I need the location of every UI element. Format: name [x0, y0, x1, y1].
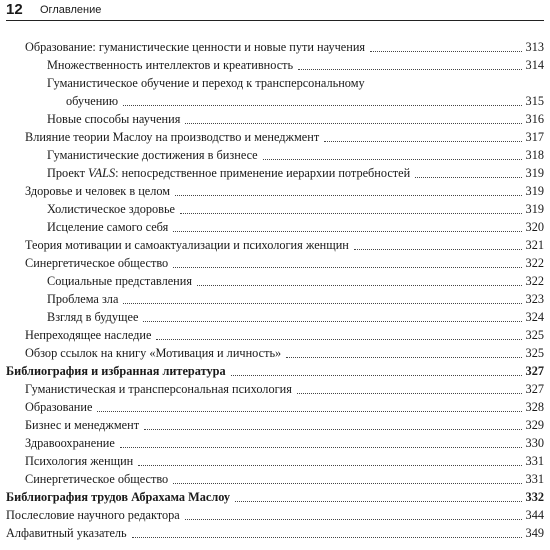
- toc-entry-page: 319: [525, 184, 544, 198]
- toc-entry-title: Образование: [25, 400, 93, 414]
- dot-leader: [231, 375, 522, 376]
- dot-leader: [298, 69, 521, 70]
- toc-entry-page: 320: [525, 220, 544, 234]
- toc-entry-page: 315: [525, 94, 544, 108]
- dot-leader: [138, 465, 521, 466]
- table-of-contents: [0, 38, 550, 542]
- toc-entry: [0, 470, 550, 488]
- dot-leader: [354, 249, 522, 250]
- toc-entry-page: 316: [525, 112, 544, 126]
- toc-entry: [0, 38, 550, 56]
- toc-entry-title: Новые способы научения: [47, 112, 181, 126]
- toc-entry: [0, 146, 550, 164]
- toc-entry-title: Послесловие научного редактора: [6, 508, 180, 522]
- dot-leader: [263, 159, 522, 160]
- toc-entry: [0, 164, 550, 182]
- toc-entry: [0, 74, 550, 110]
- toc-entry: [0, 290, 550, 308]
- toc-entry-page: 344: [525, 508, 544, 522]
- toc-entry-page: 328: [525, 400, 544, 414]
- toc-entry-title: Социальные представления: [47, 274, 192, 288]
- toc-entry-title-part: : непосредственное применение иерархии потребностей: [115, 166, 411, 180]
- toc-entry: [0, 344, 550, 362]
- toc-entry: [0, 326, 550, 344]
- toc-entry-title-emphasis: VALS: [88, 166, 116, 180]
- toc-entry-page: 322: [525, 274, 544, 288]
- toc-entry-page: 319: [525, 202, 544, 216]
- header-rule: [6, 20, 544, 21]
- toc-entry: [0, 110, 550, 128]
- dot-leader: [415, 177, 521, 178]
- running-title: Оглавление: [40, 4, 102, 16]
- toc-entry-title: Бизнес и менеджмент: [25, 418, 140, 432]
- toc-entry-page: 325: [525, 328, 544, 342]
- toc-entry-page: 318: [525, 148, 544, 162]
- toc-entry-page: 329: [525, 418, 544, 432]
- toc-entry-page: 313: [525, 40, 544, 54]
- toc-entry-page: 330: [525, 436, 544, 450]
- dot-leader: [143, 321, 521, 322]
- toc-entry: [0, 254, 550, 272]
- dot-leader: [185, 123, 521, 124]
- toc-entry-page: 322: [525, 256, 544, 270]
- toc-entry-title: Гуманистические достижения в бизнесе: [47, 148, 258, 162]
- toc-entry: [0, 272, 550, 290]
- toc-entry: [0, 398, 550, 416]
- toc-entry: [0, 416, 550, 434]
- toc-entry-page: 327: [525, 382, 544, 396]
- dot-leader: [175, 195, 521, 196]
- toc-entry-title: Холистическое здоровье: [47, 202, 176, 216]
- dot-leader: [132, 537, 522, 538]
- dot-leader: [123, 105, 521, 106]
- toc-entry-title: Непреходящее наследие: [25, 328, 152, 342]
- toc-entry-page: 325: [525, 346, 544, 360]
- toc-entry-page: 331: [525, 472, 544, 486]
- toc-entry-page: 317: [525, 130, 544, 144]
- toc-entry-title: Влияние теории Маслоу на производство и менеджмент: [25, 130, 320, 144]
- toc-entry-title: Психология женщин: [25, 454, 134, 468]
- toc-entry: [0, 218, 550, 236]
- toc-entry: [0, 236, 550, 254]
- toc-entry-title: Алфавитный указатель: [6, 526, 127, 540]
- toc-entry: [0, 434, 550, 452]
- page-number: 12: [6, 1, 23, 18]
- toc-entry: [0, 308, 550, 326]
- toc-entry-title: Обзор ссылок на книгу «Мотивация и личность»: [25, 346, 282, 360]
- toc-entry-title-part: Проект: [47, 166, 89, 180]
- running-header: [0, 0, 550, 22]
- dot-leader: [123, 303, 521, 304]
- dot-leader: [173, 231, 521, 232]
- dot-leader: [235, 501, 521, 502]
- toc-entry-title: Взгляд в будущее: [47, 310, 139, 324]
- dot-leader: [156, 339, 521, 340]
- toc-entry: [0, 506, 550, 524]
- toc-section-heading: [0, 488, 550, 506]
- toc-entry-page: 319: [525, 166, 544, 180]
- toc-entry-title: Гуманистическая и трансперсональная психология: [25, 382, 292, 396]
- toc-entry-title: Множественность интеллектов и креативность: [47, 58, 294, 72]
- toc-entry: [0, 380, 550, 398]
- toc-entry-title: Синергетическое общество: [25, 472, 169, 486]
- toc-entry-title: Гуманистическое обучение и переход к трансперсональному: [47, 76, 365, 90]
- toc-entry-title: Исцеление самого себя: [47, 220, 169, 234]
- toc-entry-page: 331: [525, 454, 544, 468]
- dot-leader: [120, 447, 522, 448]
- toc-section-title: Библиография трудов Абрахама Маслоу: [6, 490, 231, 504]
- toc-entry: [0, 128, 550, 146]
- toc-entry-title: Теория мотивации и самоактуализации и психология женщин: [25, 238, 349, 252]
- toc-entry-title: Здоровье и человек в целом: [25, 184, 171, 198]
- toc-entry-title: Здравоохранение: [25, 436, 115, 450]
- dot-leader: [297, 393, 522, 394]
- toc-entry: [0, 452, 550, 470]
- toc-entry: [0, 200, 550, 218]
- toc-entry-page: 332: [525, 490, 544, 504]
- toc-entry-page: 314: [525, 58, 544, 72]
- dot-leader: [173, 483, 521, 484]
- dot-leader: [370, 51, 521, 52]
- toc-entry: [0, 524, 550, 542]
- toc-entry-title: Синергетическое общество: [25, 256, 169, 270]
- toc-entry-page: 323: [525, 292, 544, 306]
- dot-leader: [173, 267, 521, 268]
- dot-leader: [144, 429, 521, 430]
- toc-entry: [0, 56, 550, 74]
- toc-entry-page: 349: [525, 526, 544, 540]
- dot-leader: [180, 213, 522, 214]
- dot-leader: [97, 411, 521, 412]
- dot-leader: [197, 285, 522, 286]
- toc-section-title: Библиография и избранная литература: [6, 364, 226, 378]
- toc-entry-page: 327: [525, 364, 544, 378]
- toc-section-heading: [0, 362, 550, 380]
- toc-entry-title-continued: обучению: [66, 94, 119, 108]
- dot-leader: [185, 519, 522, 520]
- toc-entry-title: [47, 164, 410, 182]
- dot-leader: [324, 141, 521, 142]
- toc-entry-page: 324: [525, 310, 544, 324]
- dot-leader: [286, 357, 521, 358]
- toc-entry: [0, 182, 550, 200]
- toc-entry-title: Образование: гуманистические ценности и новые пути научения: [25, 40, 366, 54]
- toc-entry-title: Проблема зла: [47, 292, 119, 306]
- toc-entry-page: 321: [525, 238, 544, 252]
